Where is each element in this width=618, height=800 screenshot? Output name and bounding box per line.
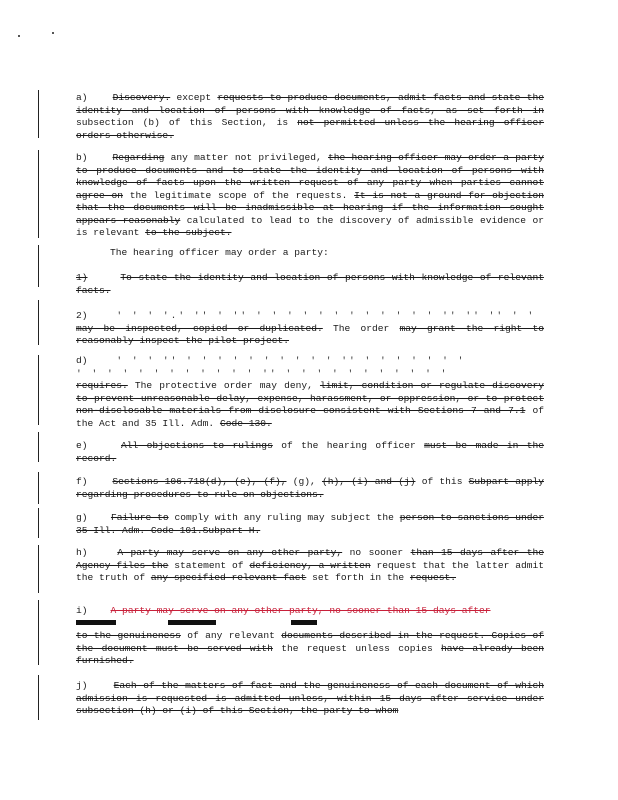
- redaction-mark: [291, 620, 317, 625]
- revision-bar: [38, 675, 39, 720]
- paragraph-g: g) Failure to comply with any ruling may subject the person to sanctions under 35 Ill. Adm. Code 101.Subpart H.: [76, 512, 544, 536]
- revision-bar: [38, 432, 39, 462]
- revision-bar: [38, 600, 39, 665]
- paragraph-e: e) All objections to rulings of the hearing officer must be made in the record.: [76, 440, 545, 464]
- paragraph-label: g): [76, 512, 88, 523]
- revision-bar: [38, 472, 39, 504]
- paragraph-i: i) A party may serve on any other party, no sooner than 15 days after to the genuineness of any relevant documents described in the request. Copies of the document must be served with the request unless copies have already been furnished.: [76, 605, 544, 666]
- redaction-mark: [168, 620, 216, 625]
- paragraph-2: 2) ' ' ' '.' '' ' '' ' ' ' ' ' ' ' ' ' ' ' ' '' '' '' ' ' may be inspected, copied or duplicated. The order may grant the right to reasonably inspect the pilot project.: [76, 310, 544, 346]
- paragraph-label: f): [76, 476, 88, 487]
- paragraph-label: i): [76, 605, 88, 616]
- revision-bar: [38, 245, 39, 287]
- paragraph-label: d): [76, 355, 88, 366]
- paragraph-b: b) Regarding any matter not privileged, the hearing officer may order a party to produce documents and to state the identity and location of persons with knowledge of facts upon the written request of any party when parties cannot agree on the legitimate scope of the requests. It is not a ground for objection that the documents will be inadmissible at hearing if the information sought appears reasonably calculated to lead to the discovery of admissible evidence or is relevant to the subject.: [76, 152, 544, 238]
- scan-speck: [18, 35, 20, 37]
- scan-speck: [52, 32, 54, 34]
- revision-bar: [38, 150, 39, 238]
- revision-bar: [38, 300, 39, 345]
- revision-bar: [38, 90, 39, 138]
- paragraph-h: h) A party may serve on any other party, no sooner than 15 days after the Agency files the statement of deficiency, a written request that the latter admit the truth of any specified relevant fact set forth in the request.: [76, 547, 545, 583]
- paragraph-3: d) ' ' ' '' ' ' ' ' ' ' ' ' ' ' '' ' ' ' ' ' ' ' ' ' ' ' ' ' ' ' ' ' ' ' '' ' ' ' ' ' ' ' ' ' ' ' requires. The protective order may deny, limit, condition or regulate discovery to prevent unreasonable delay, expense, harassment, or oppression, or to protect non-disclosable materials from disclosure consistent with Sections 7 and 7.1 of the Act and 35 Ill. Adm. Code 130.: [76, 355, 544, 429]
- paragraph-label: a): [76, 92, 88, 103]
- paragraph-label: 2): [76, 310, 88, 321]
- paragraph-label: j): [76, 680, 88, 691]
- heading-hearing-officer: The hearing officer may order a party:: [110, 247, 329, 258]
- paragraph-label: e): [76, 440, 88, 451]
- paragraph-label: b): [76, 152, 88, 163]
- revision-bar: [38, 355, 39, 425]
- paragraph-label: h): [76, 547, 88, 558]
- paragraph-label: 1): [76, 272, 88, 283]
- paragraph-1: 1) To state the identity and location of persons with knowledge of relevant facts.: [76, 272, 544, 296]
- revision-bar: [38, 508, 39, 538]
- revision-bar: [38, 545, 39, 593]
- paragraph-j: j) Each of the matters of fact and the genuineness of each document of which admission is requested is admitted unless, within 15 days after service under subsection (h) or (i) of this Section, the party to whom: [76, 680, 545, 716]
- redaction-mark: [76, 620, 116, 625]
- paragraph-f: f) Sections 106.718(d), (e), (f), (g), (h), (i) and (j) of this Subpart apply regarding procedures to rule on objections.: [76, 476, 544, 500]
- paragraph-a: a) Discovery. except requests to produce documents, admit facts and state the identity and location of persons with knowledge of facts, as set forth in subsection (b) of this Section, is not permitted unless the hearing officer orders otherwise.: [76, 92, 545, 141]
